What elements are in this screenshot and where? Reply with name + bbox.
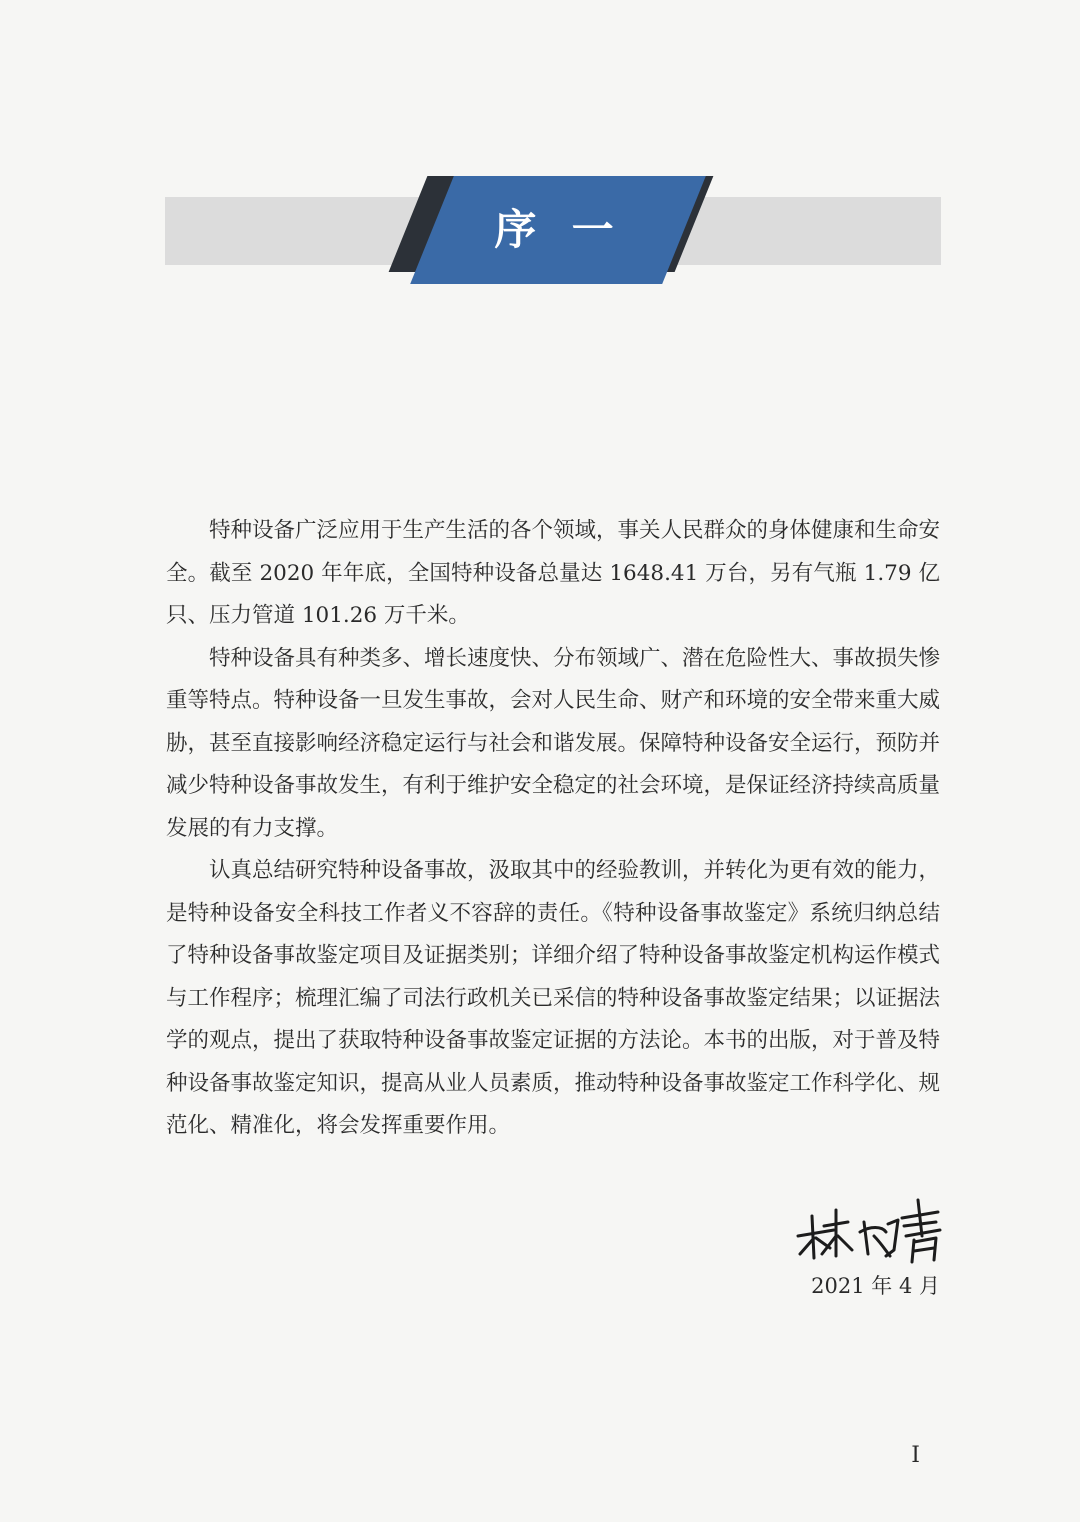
paragraph-2: 特种设备具有种类多、增长速度快、分布领域广、潜在危险性大、事故损失惨重等特点。特种设备一旦发生事故，会对人民生命、财产和环境的安全带来重大威胁，甚至直接影响经济稳定运行与社会和谐发展。保障特种设备安全运行，预防并减少特种设备事故发生，有利于维护安全稳定的社会环境，是保证经济持续高质量发展的有力支撑。	[166, 645, 941, 841]
date-line: 2021 年 4 月	[811, 1274, 940, 1298]
handwritten-signature	[790, 1196, 950, 1268]
body-text	[166, 510, 940, 1148]
page-title: 序 一	[494, 205, 616, 254]
paragraph-1: 特种设备广泛应用于生产生活的各个领域，事关人民群众的身体健康和生命安全。截至 2020 年年底，全国特种设备总量达 1648.41 万台，另有气瓶 1.79 亿只、压力管道 101.26 万千米。	[166, 518, 941, 628]
paragraph-3: 认真总结研究特种设备事故，汲取其中的经验教训，并转化为更有效的能力，是特种设备安全科技工作者义不容辞的责任。《特种设备事故鉴定》系统归纳总结了特种设备事故鉴定项目及证据类别；详细介绍了特种设备事故鉴定机构运作模式与工作程序；梳理汇编了司法行政机关已采信的特种设备事故鉴定结果；以证据法学的观点，提出了获取特种设备事故鉴定证据的方法论。本书的出版，对于普及特种设备事故鉴定知识，提高从业人员素质，推动特种设备事故鉴定工作科学化、规范化、精准化，将会发挥重要作用。	[166, 858, 941, 1138]
page-number: I	[911, 1443, 920, 1468]
